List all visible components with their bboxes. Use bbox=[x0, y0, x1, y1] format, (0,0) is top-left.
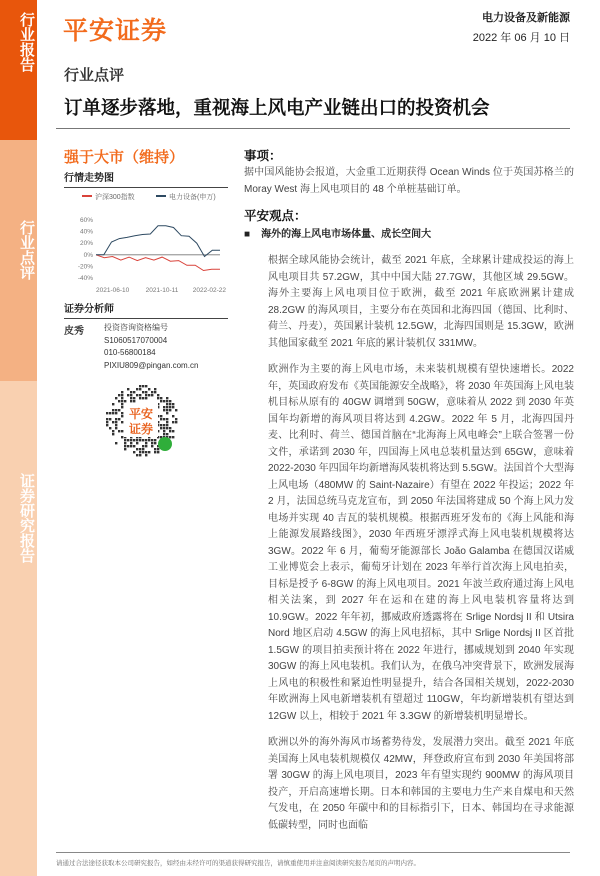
report-type: 行业点评 bbox=[64, 67, 125, 84]
y-tick-label: -20% bbox=[77, 263, 93, 271]
email-link[interactable]: PIXIU809@pingan.com.cn bbox=[104, 360, 199, 370]
sidebar-report-type: 行业报告 bbox=[0, 0, 37, 140]
event-text: 据中国风能协会报道，大金重工近期获得 Ocean Winds 位于英国苏格兰的 Moray West 海上风电项目的 48 个单桩基础订单。 bbox=[244, 167, 574, 195]
y-tick-label: 40% bbox=[79, 228, 93, 236]
mini-program-icon bbox=[158, 437, 172, 451]
qr-logo-text: 平安 bbox=[128, 407, 154, 421]
qr-code bbox=[103, 382, 179, 458]
footer bbox=[56, 852, 570, 876]
view-heading: 平安观点： bbox=[244, 209, 307, 223]
legend-label: 沪深300指数 bbox=[95, 194, 135, 201]
cert-label: 投资咨询资格编号 bbox=[104, 323, 168, 332]
footer-disclaimer: 请通过合法途径获取本公司研究报告，如经由未经许可的渠道获得研究报告，请慎重使用并注意阅读研究报告尾页的声明内容。 bbox=[56, 860, 420, 867]
bullet-heading bbox=[244, 227, 574, 243]
sidebar-research: 证券研究报告 bbox=[0, 381, 37, 876]
y-tick-label: -40% bbox=[77, 275, 93, 282]
rating: 强于大市（维持） bbox=[64, 149, 185, 166]
phone: 010-56800184 bbox=[104, 348, 156, 357]
sidebar-review: 行业点评 bbox=[0, 140, 37, 381]
y-tick-label: 20% bbox=[79, 240, 93, 248]
analyst-card bbox=[64, 322, 234, 377]
chart-title: 行情走势图 bbox=[64, 172, 228, 188]
cert-number: S1060517070004 bbox=[104, 335, 168, 345]
square-bullet-icon: ■ bbox=[244, 229, 262, 240]
paragraph-1: 根据全球风能协会统计，截至 2021 年底，全球累计建成投运的海上风电项目共 57.2GW，其中中国大陆 27.7GW，其他区域 29.5GW。海外主要海上风电项目位于欧洲，截至 2021 年底欧洲累计建成 28.2GW 的海风项目，主要分布在英国和北海四国（德国、比利时、荷兰、丹麦），英国累计装机 12.5GW，北海四国则是 15.3GW，欧洲其他国家截至 2021 年底的累计装机仅 331MW。 bbox=[268, 255, 574, 349]
analyst-section-title: 证券分析师 bbox=[64, 303, 228, 319]
report-date: 2022 年 06 月 10 日 bbox=[472, 32, 570, 44]
x-tick-label: 2022-02-22 bbox=[192, 287, 226, 294]
bullet-text: 海外的海上风电市场体量、成长空间大 bbox=[261, 229, 432, 240]
y-tick-label: 60% bbox=[79, 217, 93, 224]
page-title: 订单逐步落地，重视海上风电产业链出口的投资机会 bbox=[64, 97, 490, 118]
industry-label: 电力设备及新能源 bbox=[482, 12, 570, 24]
legend-label: 电力设备(申万) bbox=[169, 194, 216, 201]
paragraph-3: 欧洲以外的海外海风市场蓄势待发，发展潜力突出。截至 2021 年底美国海上风电装机规模仅 42MW，拜登政府宣布到 2030 年美国将部署 30GW 的海上风电项目，2023 年有望实现约 900MW 的海风项目投产，开启高速增长期。日本和韩国的主要电力生产来自煤电和天然气发电，在 2050 年碳中和的目标指引下，日本、韩国均在寻求能源低碳转型，同时也面临 bbox=[268, 737, 574, 831]
main-column bbox=[244, 0, 574, 834]
company-logo: 平安证券 bbox=[63, 17, 168, 45]
event-heading: 事项： bbox=[244, 149, 282, 163]
y-tick-label: 0% bbox=[83, 251, 93, 259]
series-line-0 bbox=[96, 255, 220, 271]
market-chart bbox=[60, 190, 235, 300]
qr-logo-text-2: 证券 bbox=[128, 422, 154, 436]
x-tick-label: 2021-10-11 bbox=[145, 287, 179, 294]
series-line-1 bbox=[96, 226, 220, 257]
paragraph-2: 欧洲作为主要的海上风电市场，未来装机规模有望快速增长。2022 年，英国政府发布《英国能源安全战略》，将 2030 年英国海上风电装机目标从原有的 40GW 调增到 50GW，意味着从 2022 到 2030 年英国年均新增的海风项目将达到 4.2GW。2022 年 5 月，北海四国丹麦、比利时、荷兰、德国首脑在“北海海上风电峰会”上联合签署一份文件，承诺到 2030 年，四国海上风电总装机量达到 65GW，意味着 2022-2030 年四国年均新增海风装机将达到 5.5GW。法国首个大型海上风电场（480MW 的 Saint-Nazaire）有望在 2022 年投运；2022 年 2 月，法国总统马克龙宣布，到 2050 年法国将建成 50 个海上风力发电场并实现 40 吉瓦的装机规模。根据西班牙发布的《海上风能和海上能源发展路线图》，2030 年西班牙漂浮式海上风电装机规模将达 3GW。2022 年 6 月，葡萄牙能源部长 João Galamba 在德国汉诺威工业博览会上表示，葡萄牙计划在 2023 年举行首次海上风电拍卖，目标是授予 6-8GW 的海上风电项目。2021 年波兰政府通过海上风电相关法案，到 2027 年在运和在建的海上风电装机容量将达到 10.9GW。2022 年年初，挪威政府透露将在 Srlige Nordsj II 和 Utsira Nord 地区启动 4.5GW 的海上风电招标，其中 Srlige Nordsj II 区首批 1.5GW 的项目拍卖预计将在 2022 年进行，挪威规划到 2040 年实现 30GW 的海上风电装机。我们认为，在俄乌冲突背景下，欧洲发展海上风电的积极性和紧迫性明显提升，结合各国相关规划，2022-2030 年欧洲海上风电新增装机有望超过 110GW，年均新增装机有望达到 12GW 以上，相较于 2021 年 3.3GW 的新增装机明显增长。 bbox=[268, 364, 574, 722]
x-tick-label: 2021-06-10 bbox=[96, 287, 130, 294]
analyst-name: 皮秀 bbox=[64, 326, 84, 337]
footer-divider bbox=[56, 852, 570, 853]
